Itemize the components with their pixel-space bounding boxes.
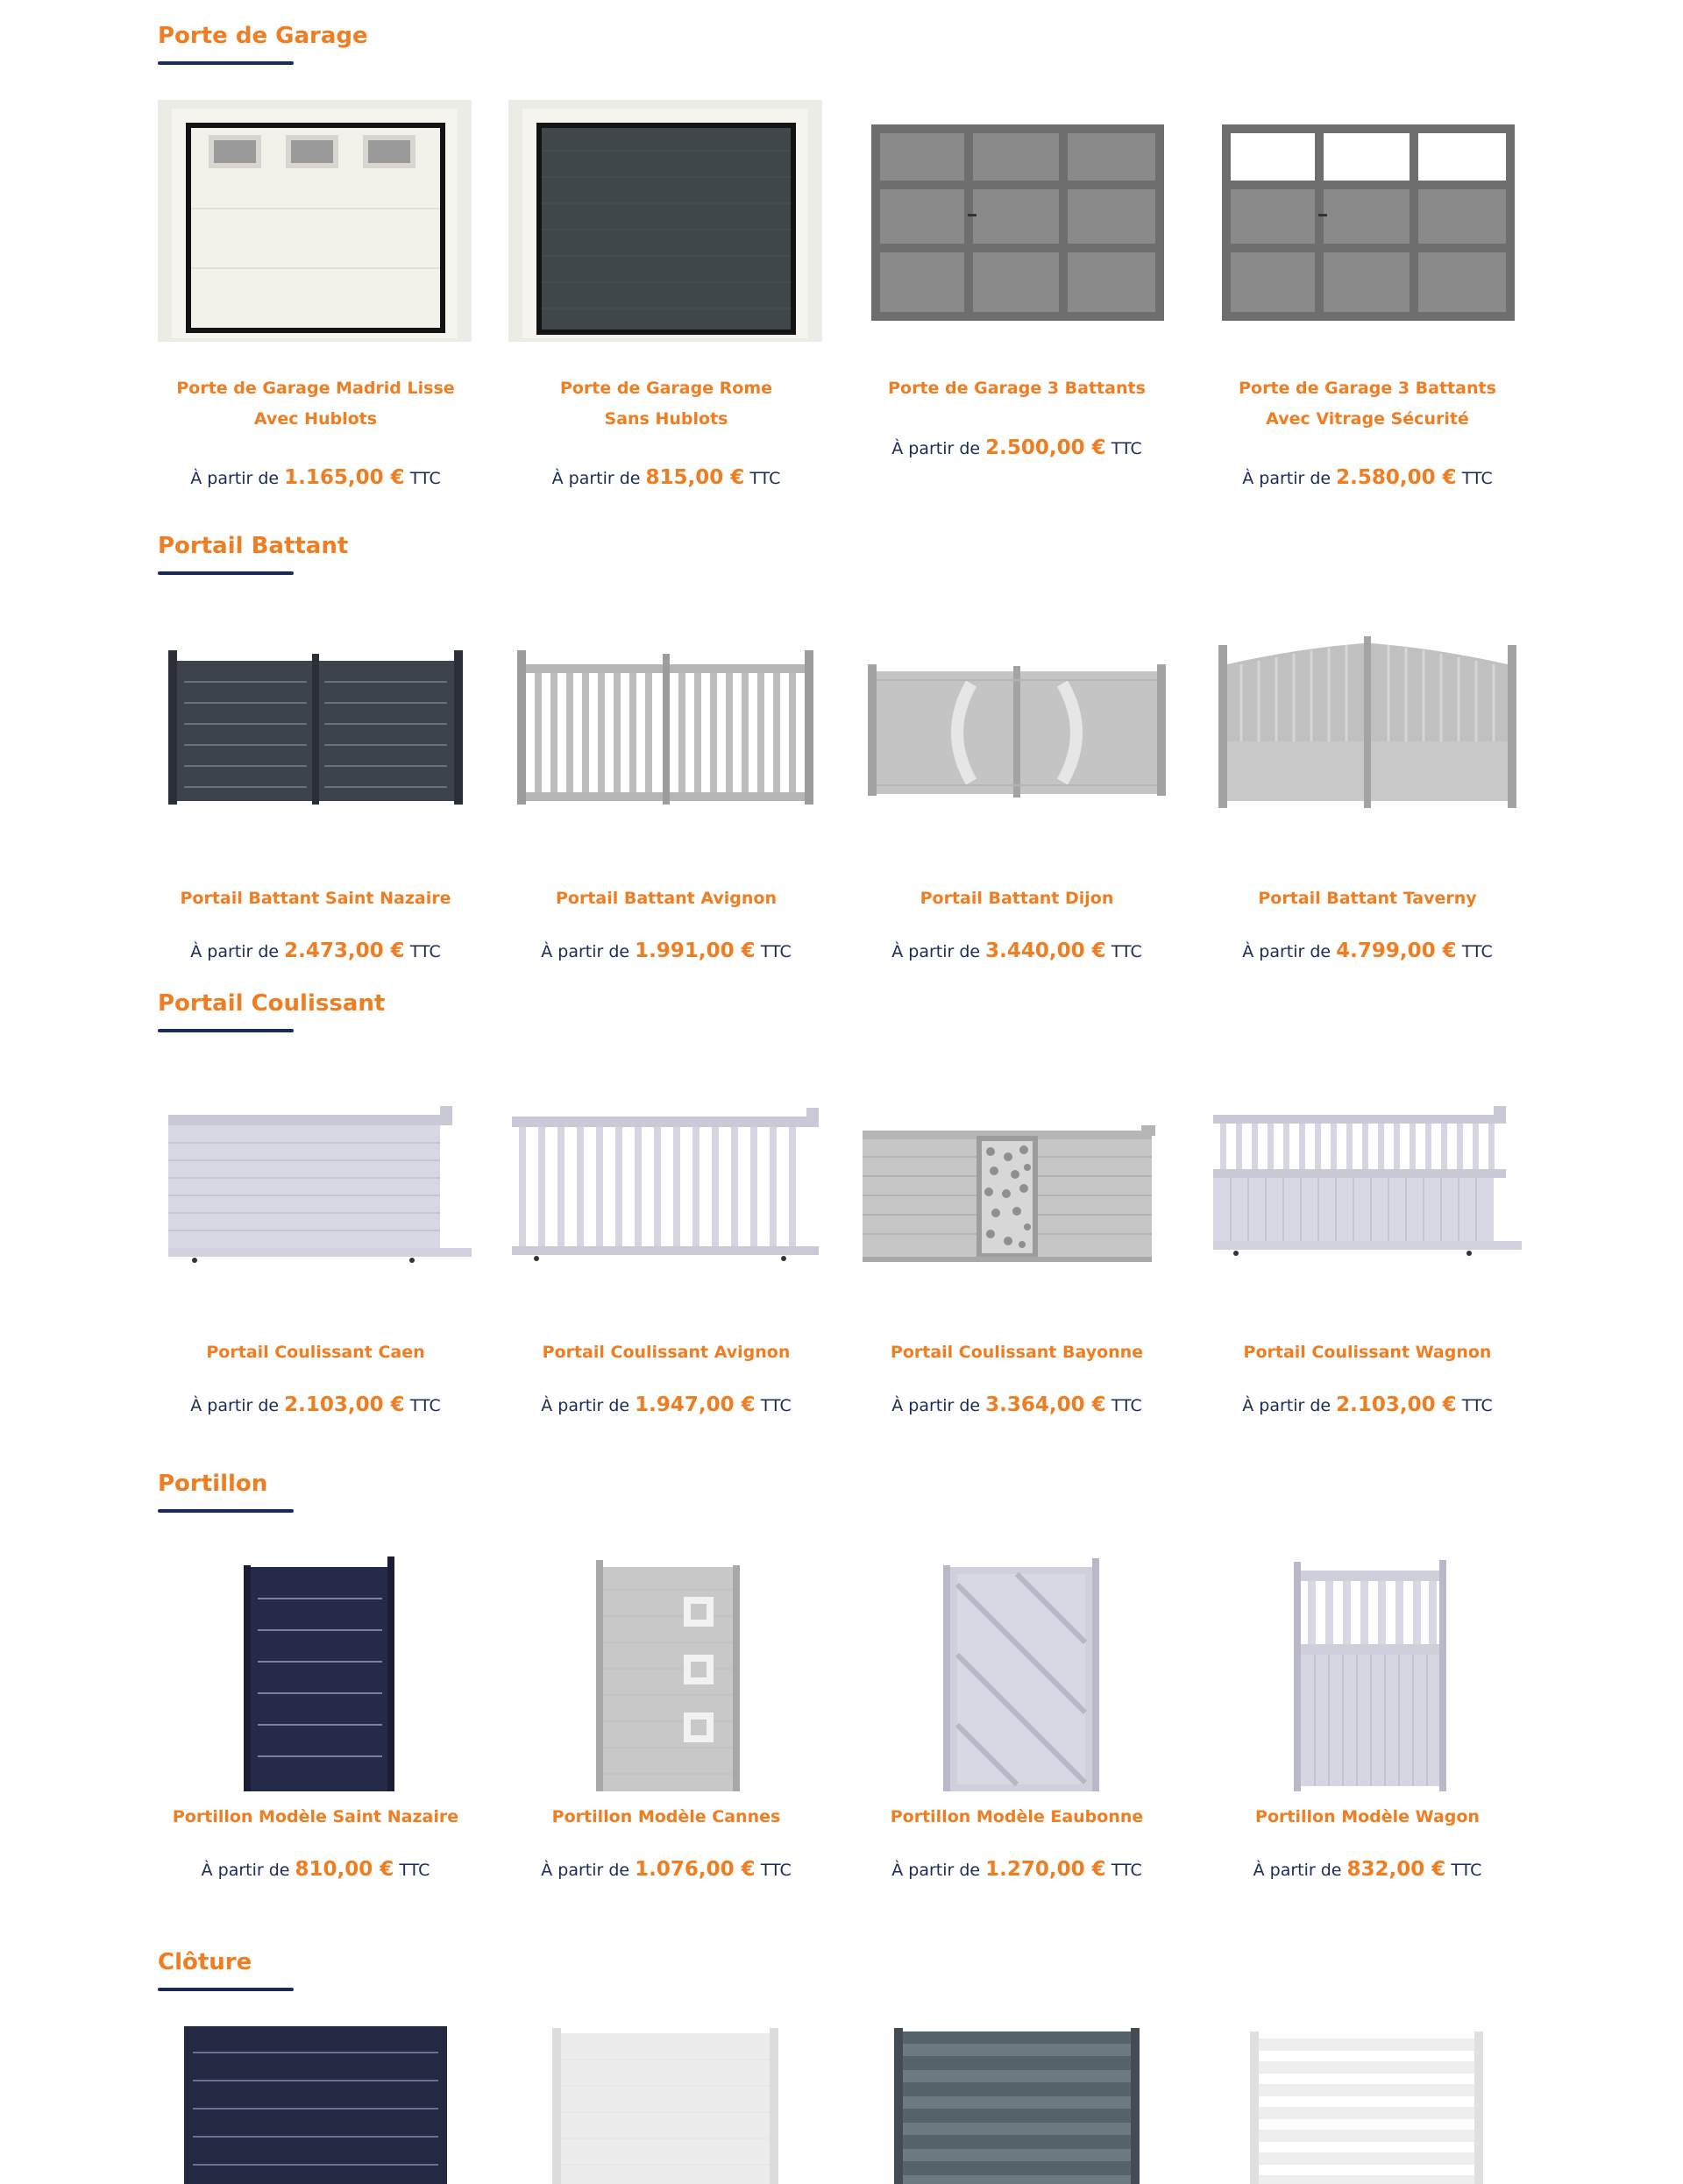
product-name[interactable]: Portail Battant Dijon: [920, 889, 1114, 908]
section-underline: [158, 1988, 294, 1991]
pedestrian-gate-bars-image[interactable]: [1210, 1546, 1525, 1791]
garage-door-white-image[interactable]: [158, 98, 473, 344]
fence-panel-white-slats-image[interactable]: [1210, 2024, 1525, 2184]
product-name[interactable]: Porte de Garage Rome Sans Hublots: [559, 379, 773, 429]
fence-panel-white-image[interactable]: [508, 2024, 824, 2184]
section-title: Portillon: [158, 1471, 268, 1497]
product-card[interactable]: [508, 2024, 824, 2184]
product-price: À partir de 1.947,00 € TTC: [541, 1393, 792, 1416]
section-underline: [158, 1509, 294, 1513]
product-price: À partir de 815,00 € TTC: [551, 466, 781, 489]
product-price: À partir de 1.076,00 € TTC: [541, 1858, 792, 1881]
section-portail-coulissant: [158, 989, 1525, 1427]
product-name[interactable]: Portail Coulissant Wagnon: [1243, 1343, 1492, 1362]
section-underline: [158, 61, 294, 65]
swing-gate-anthracite-image[interactable]: [158, 610, 473, 855]
section-portail-battant: [158, 531, 1525, 969]
pedestrian-gate-navy-image[interactable]: [158, 1546, 473, 1791]
product-price: À partir de 1.270,00 € TTC: [891, 1858, 1142, 1881]
sliding-gate-mixed-image[interactable]: [1210, 1069, 1525, 1315]
product-card[interactable]: [859, 2024, 1175, 2184]
section-title: Portail Battant: [158, 533, 349, 559]
product-price: À partir de 2.580,00 € TTC: [1242, 466, 1493, 489]
product-name[interactable]: Porte de Garage Madrid Lisse Avec Hublots: [176, 379, 455, 429]
garage-door-three-leaf-image[interactable]: [859, 98, 1175, 344]
product-name[interactable]: Porte de Garage 3 Battants Avec Vitrage Sécurité: [1239, 379, 1496, 429]
product-price: À partir de 1.991,00 € TTC: [541, 940, 792, 962]
product-name[interactable]: Portail Coulissant Caen: [206, 1343, 425, 1362]
product-name[interactable]: Portillon Modèle Eaubonne: [890, 1807, 1144, 1826]
section-cloture: [158, 1947, 1525, 2184]
product-price: À partir de 2.103,00 € TTC: [190, 1393, 441, 1416]
sliding-gate-decorative-image[interactable]: [859, 1069, 1175, 1315]
sliding-gate-bars-image[interactable]: [508, 1069, 824, 1315]
garage-door-anthracite-image[interactable]: [508, 98, 824, 344]
product-name[interactable]: Portail Coulissant Bayonne: [890, 1343, 1144, 1362]
product-price: À partir de 832,00 € TTC: [1253, 1858, 1482, 1881]
section-portillon: [158, 1469, 1525, 1907]
section-porte-de-garage: [158, 21, 1525, 494]
section-underline: [158, 571, 294, 575]
fence-panel-slate-image[interactable]: [859, 2024, 1175, 2184]
section-underline: [158, 1029, 294, 1032]
product-name[interactable]: Portail Battant Saint Nazaire: [180, 889, 451, 908]
swing-gate-arc-image[interactable]: [859, 610, 1175, 855]
pedestrian-gate-diagonal-image[interactable]: [859, 1546, 1175, 1791]
section-title: Clôture: [158, 1949, 252, 1975]
product-price: À partir de 4.799,00 € TTC: [1242, 940, 1493, 962]
section-title: Portail Coulissant: [158, 990, 386, 1017]
product-card[interactable]: [1210, 2024, 1525, 2184]
product-name[interactable]: Porte de Garage 3 Battants: [888, 379, 1146, 398]
product-name[interactable]: Portillon Modèle Wagon: [1255, 1807, 1480, 1826]
swing-gate-spiked-image[interactable]: [1210, 610, 1525, 855]
product-price: À partir de 2.103,00 € TTC: [1242, 1393, 1493, 1416]
product-price: À partir de 1.165,00 € TTC: [190, 466, 441, 489]
product-price: À partir de 2.500,00 € TTC: [891, 436, 1142, 459]
section-title: Porte de Garage: [158, 23, 368, 49]
product-price: À partir de 810,00 € TTC: [201, 1858, 430, 1881]
product-card[interactable]: [158, 2024, 473, 2184]
fence-panel-navy-image[interactable]: [158, 2024, 473, 2184]
swing-gate-bars-image[interactable]: [508, 610, 824, 855]
product-name[interactable]: Portillon Modèle Cannes: [551, 1807, 781, 1826]
product-price: À partir de 2.473,00 € TTC: [190, 940, 441, 962]
product-name[interactable]: Portail Battant Taverny: [1258, 889, 1477, 908]
garage-door-glazed-image[interactable]: [1210, 98, 1525, 344]
sliding-gate-slats-image[interactable]: [158, 1069, 473, 1315]
product-price: À partir de 3.440,00 € TTC: [891, 940, 1142, 962]
pedestrian-gate-squares-image[interactable]: [508, 1546, 824, 1791]
product-name[interactable]: Portail Battant Avignon: [555, 889, 778, 908]
product-name[interactable]: Portail Coulissant Avignon: [542, 1343, 791, 1362]
product-price: À partir de 3.364,00 € TTC: [891, 1393, 1142, 1416]
product-name[interactable]: Portillon Modèle Saint Nazaire: [172, 1807, 459, 1826]
